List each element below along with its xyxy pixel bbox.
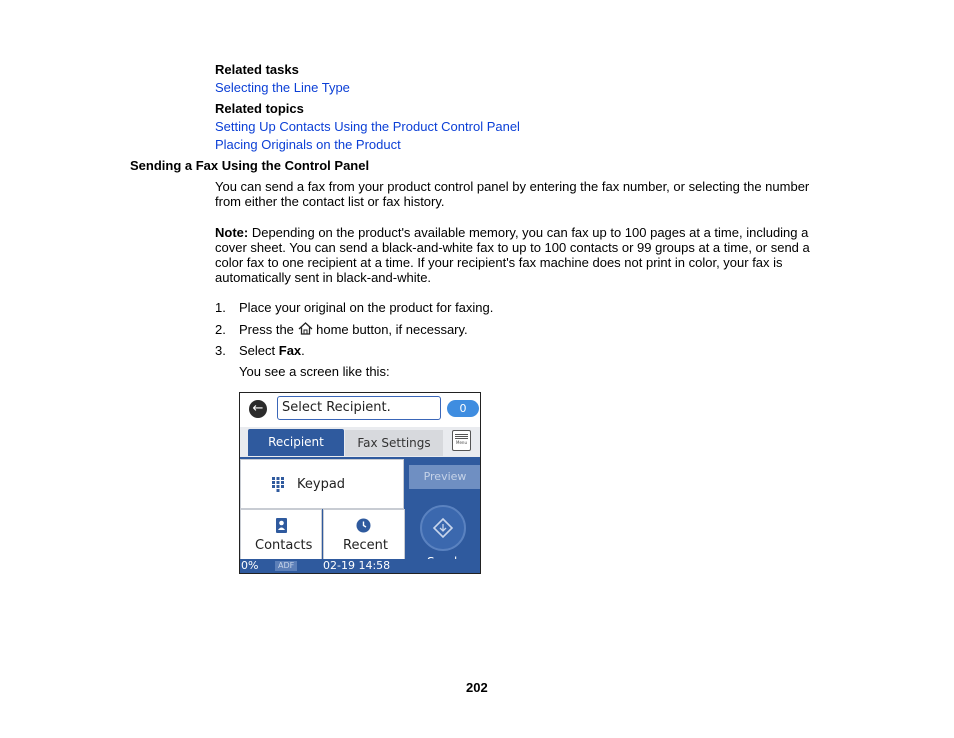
related-topics-heading: Related topics bbox=[215, 101, 304, 116]
send-diamond-icon bbox=[422, 507, 464, 549]
step-3-text bbox=[239, 343, 305, 358]
menu-icon[interactable] bbox=[452, 430, 471, 451]
step-2-post: home button, if necessary. bbox=[312, 322, 468, 337]
link-selecting-line-type[interactable]: Selecting the Line Type bbox=[215, 80, 350, 95]
link-setting-up-contacts[interactable]: Setting Up Contacts Using the Product Control Panel bbox=[215, 119, 520, 134]
keypad-button[interactable] bbox=[240, 459, 404, 509]
status-percent: 0% bbox=[241, 559, 259, 572]
screen-tabs bbox=[240, 427, 480, 457]
note-text: Depending on the product's available memory, you can fax up to 100 pages at a time, including a cover sheet. You can send a black-and-white fax to up to 100 contacts or 99 groups at a time, or send a color fax to one recipient at a time. If your recipient's fax machine does not print in color, your fax is automatically sent in black-and-white. bbox=[215, 225, 810, 285]
recent-button[interactable] bbox=[323, 509, 405, 561]
section-title: Sending a Fax Using the Control Panel bbox=[130, 158, 370, 173]
tab-fax-settings[interactable]: Fax Settings bbox=[345, 430, 443, 456]
recipient-count-badge: 0 bbox=[447, 400, 479, 417]
tab-recipient[interactable]: Recipient bbox=[248, 429, 344, 456]
menu-label: Menu bbox=[456, 440, 467, 445]
intro-paragraph: You can send a fax from your product control panel by entering the fax number, or selecting the number from either the contact list or fax history. bbox=[215, 179, 810, 209]
preview-button[interactable]: Preview bbox=[409, 465, 481, 489]
screen-top-bar bbox=[240, 393, 480, 427]
note-label: Note: bbox=[215, 225, 249, 240]
contacts-button[interactable] bbox=[240, 509, 322, 561]
recipient-field[interactable]: Select Recipient. bbox=[277, 396, 441, 420]
step-2-number: 2. bbox=[215, 322, 226, 337]
recent-clock-icon bbox=[356, 518, 371, 537]
status-adf: ADF bbox=[275, 561, 297, 571]
step-3-pre: Select bbox=[239, 343, 279, 358]
step-3-post: . bbox=[301, 343, 305, 358]
link-placing-originals[interactable]: Placing Originals on the Product bbox=[215, 137, 401, 152]
status-datetime: 02-19 14:58 bbox=[323, 559, 391, 572]
related-tasks-heading: Related tasks bbox=[215, 62, 299, 77]
status-bar bbox=[240, 559, 480, 573]
note-paragraph bbox=[215, 225, 823, 285]
page-number: 202 bbox=[466, 680, 488, 695]
contacts-label: Contacts bbox=[255, 538, 313, 553]
home-icon bbox=[298, 322, 313, 335]
step-2-text bbox=[239, 322, 468, 337]
keypad-icon bbox=[272, 477, 284, 496]
step-1-number: 1. bbox=[215, 300, 226, 315]
contacts-icon bbox=[275, 518, 288, 537]
step-3-note: You see a screen like this: bbox=[239, 364, 390, 379]
recent-label: Recent bbox=[343, 538, 388, 553]
back-arrow-icon[interactable]: ← bbox=[249, 400, 267, 418]
step-3-number: 3. bbox=[215, 343, 226, 358]
keypad-label: Keypad bbox=[297, 477, 346, 492]
step-3-bold: Fax bbox=[278, 343, 302, 358]
screen-main-panel bbox=[240, 457, 480, 561]
control-panel-screenshot bbox=[239, 392, 481, 574]
step-1-text: Place your original on the product for faxing. bbox=[239, 300, 494, 315]
step-2-pre: Press the bbox=[239, 322, 298, 337]
send-button[interactable] bbox=[420, 505, 466, 551]
